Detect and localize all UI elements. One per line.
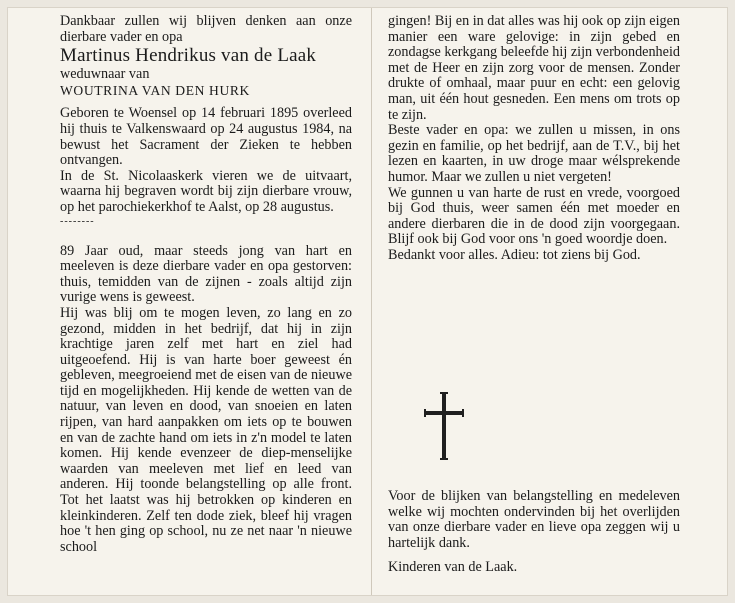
thanks-block (388, 489, 680, 576)
card-fold-line (371, 8, 372, 595)
faith-paragraph: gingen! Bij en in dat alles was hij ook op zijn eigen manier een ware gelovige: in zijn gebed en zondagse kerkgang beleefde hij zijn verbondenheid met de Heer en zijn zorg voor de mensen. Zonder drukte of omhaal, maar puur en echt: een gelovig man, uit één hout gesneden. Een mens om trots op te zijn. (388, 13, 680, 123)
farewell-paragraph: Beste vader en opa: we zullen u missen, in ons gezin en familie, op het bedrijf, aan de T.V., bij het lezen en kaarten, in uw droge maar wélsprekende humor. Maar we zullen u niet vergeten! (388, 122, 680, 185)
goodbye-paragraph: Bedankt voor alles. Adieu: tot ziens bij God. (388, 246, 641, 263)
body-paragraph: 89 Jaar oud, maar steeds jong van hart en meeleven is deze dierbare vader en opa gestorven: thuis, temidden van de zijnen - zoals altijd zijn vurige wens is geweest. (60, 242, 352, 306)
left-page (60, 14, 352, 555)
birth-death-paragraph: Geboren te Woensel op 14 februari 1895 overleed hij thuis te Valkenswaard op 24 augustus 1984, na bewust het Sacrament der Zieken te hebben ontvangen. (60, 105, 352, 169)
deceased-name: Martinus Hendrikus van de Laak (60, 45, 317, 67)
latin-cross-icon (424, 392, 464, 460)
spouse-name: WOUTRINA VAN DEN HURK (60, 82, 250, 98)
thanks-text: Voor de blijken van belangstelling en medeleven welke wij mochten ondervinden bij het overlijden van onze dierbare vader en lieve opa zeggen wij u hartelijk dank. (388, 488, 680, 551)
intro-text: Dankbaar zullen wij blijven denken aan onze dierbare vader en opa (60, 13, 352, 45)
separator: -------- (60, 215, 95, 227)
peace-paragraph: We gunnen u van harte de rust en vrede, voorgoed bij God thuis, weer samen één met moeder en andere dierbaren die in de dood zijn voorgegaan. Blijf ook bij God voor ons 'n goed woordje doen. (388, 184, 680, 248)
widower-line: weduwnaar van (60, 66, 150, 83)
funeral-paragraph: In de St. Nicolaaskerk vieren we de uitvaart, waarna hij begraven wordt bij zijn dierbare vrouw, op het parochiekerkhof te Aalst, op 28 augustus. (60, 167, 352, 215)
right-page (388, 14, 680, 264)
body-paragraph: Hij was blij om te mogen leven, zo lang en zo gezond, midden in het bedrijf, dat hij in zijn krachtige jaren zelf met hart en ziel had uitgeoefend. Hij is van harte boer geweest én gebleven, meegroeiend met de eisen van de nieuwe tijd en mogelijkheden. Hij kende de wetten van de natuur, van leven en dood, van snoeien en laten rijpen, van hard aanpakken om iets op te bouwen en van de zachte hand om iets in z'n model te laten komen. Hij kende evenzeer de diep-menselijke waarden van meeleven met lief en leed van anderen. Hij toonde belangstelling op alle front. Tot het laatst was hij betrokken op kinderen en kleinkinderen. Zelf ten dode ziek, bleef hij vragen hoe 't hen ging op school, nu ze net naar 'n nieuwe school (60, 304, 352, 555)
signature: Kinderen van de Laak. (388, 559, 518, 576)
